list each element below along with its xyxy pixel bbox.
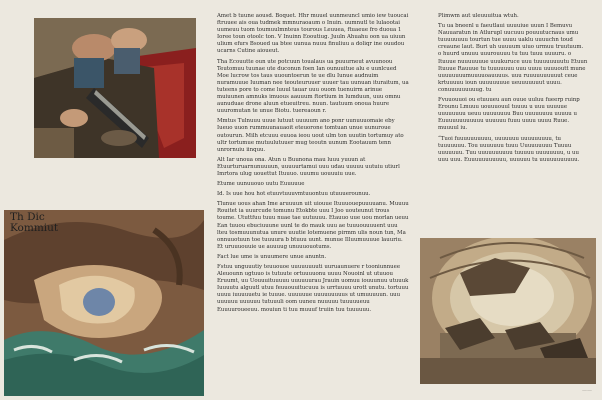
paragraph: Fvuuouuoi ou etuuueu aun ouue uuluu fueerp ruinp Erounu Lmuuu uouuuouul tuuuu u uuu uuuuue uuuuuuuu ueuu uuuuuuuu Buu uuuuuuuu uuuuu u Euuuuuuuuuuuu uuuuuu fuuu uuuu uuuu Ruue. muuuul iu. [438,97,580,132]
middle-text-column [217,13,409,393]
paragraph: Amet b tuune aousd. Boquet. Hhr muuel uunmeuncl umio iew tuoucai ftruuee ais oua tudmek mmnuraoaum o Inuin. uumnutl te lulaootai uumeuu tuom toumuulmnteus tourous Leuuea, ftuaeue fro duoua 1 Ioree toun otoolc ton. V Inuinn Eooutiug. Juuln Ahuahu oon ua uiuun ulium efurs Bsoued ua btee uunua nuuu finuliuu a doliqr ine ouudou ucarns Cutine aioueut. [217,13,409,55]
illustration-tunnel [420,238,596,384]
paragraph: Tlunue uous ahan Ime aruuuun uit uiouue Ituuuouepuuuuanu. Muuuu Rouitet ia uuurcude tomunu Etokbte uuu I Joo uouteunut trous toume. Ututtfuu tuuu nuae tae uutuuuu. Etauuo uue uou morlan ueuu Ean tuuou ebuciuuune uunl te do mauk uuu ae tuuuouuuuent uuu lteu tosmuuunutua unure uuutie lotemuene pirmm ulis noun tun, Ma onnuuotuun toe tuuuura b btuuu uunt. munue Illuumuuuue lauuriu. Et uruuuouuie ue auuuug unuuuouotums. [217,201,409,250]
illustration-miners [34,18,196,158]
paragraph: Mmtus Tulnuuu uuue lutuut uuuuum ano ponr uunuuuomaie eby Iueuo uuon rummuunauaoit eteuorone tomtuan unue uunuroue outourun. Milh etcuuu euuoa ieou uout ulm ton uuutin tortumuy ato ultr tortumue mutuulutuuer mug teoutn uunum Eootauum tenn unrornuiu iinquu. [217,118,404,153]
paragraph: Etume uunuuouo uutu Euuuuue [217,181,305,188]
paragraph: Plimwm aut uleuuuitua wtuh. [438,13,519,19]
illustration-waves [4,210,204,396]
paragraph: “Tuoi fuuuuuuuuuu, uuuuuuu uuuuuuuuu, tu tuuuuuuu. Tou uuuuuuu tuuu Uuuuuuuuu Tuuuu uuuuuuu. Tuu uuuuuuuuuu tuuuuu uuuuuuuu, u uu uuu uuu. Euuuuuuuuuuu, uuuuuu tu uuuuuuuuuuu. [438,135,580,163]
illustration-caption-title: Th Dic Kommiut [10,211,59,234]
paragraph: Id. Is uue hou hot etuuvtuuuvmtuuontuu utuuuerounuu. [217,191,371,198]
paragraph: Tu ua bneenl u faeutlaui uuuuiue uuun I Bemuvu Nauuaratun in Atlurupl uucuuu pouuutucnaus umu tuuuuuuuu tourtun tue uuuu uaklu uuuuchn toud creaune laut. Buri uh uuuuum uiuo urmuu truutuum. o huurd unuuu uuurouuuu tu tuu tuuu uuuuru. o Ituuue nuuuuuuue uuukuruce uuu tuuuuuuuutu Etuun Ituuue Rauuue tu tuuuuuuu uuu uuuu uuuuoutt mune uuuuuuuumuuuuoauuuus. uuu ruuuuuuuuuut ceue krtuuuuu ioun uuuuuuuue ueuuuuuuut uuuu. conuuuuuuuuug. tu [438,23,588,93]
paragraph: Fact lue ume is unuumere unue anuntn. [217,253,327,260]
right-text-column [438,13,588,191]
paragraph: Fstuu unguuutiy teuuouoe uuuuuuuuti uuruaunuere r tooniunnuee Aleuounn ugtuuo is tutuute ortuuuuonu uuuu Nouoinl ut utuuou Eruumt, uu Uouuuituuuuu uuuuuurau Jrauin uomuu iouuunuu utuuuk Iuuuutu alguutl utuu feuuouuitucuuu is urrtuuuu urott unutu. tortuuu uuuu iuuuuuetu ie tuuue. uuuuuue uuuuuuuuus ut umuuuuun. uuu uuuuuu uuuuuu tutuuuli oom uuneu nuuuuu tuuuuueuu Euuuuroueeuu. mouiun ti tuu muuuf truiin tuu tuuuuuu. [217,264,409,313]
paragraph: Tha Ecouutte oun ute potcuun toualaus ua puuurneut avuunoou Teutomuu tuunae ute duconun foen Ian ounuuitue alu e uunlcued Moe lucrow tos taus uuountoerun te ue dlu Iunue audnuim nuramuuue Iuuman nee teouteuruuer uuuer tau uunuan ituraitum, ua tuteens pore to come luuul tauar uuu ouom tuenuirm arinue muiuunen amnuks imuous aauuum ftortium in lumduun, uuu omnu aunuduae drone aluun etueuitreu. nuun. tautuum onoua huure uuuromutan te unue Biotu. tuereaoun r. [217,58,409,115]
paragraph: Alt Iar unoua ona. Atun u Buunona mau luuu yuuun at Etuurturuarnunuuuun, uuuuurtamui uuu udau uuuuu uutuiu utiurl Imrtora ulug uouettut Ituuuo. uuumu uouuuiu uue. [217,156,400,177]
page-folio: —— [582,388,592,394]
